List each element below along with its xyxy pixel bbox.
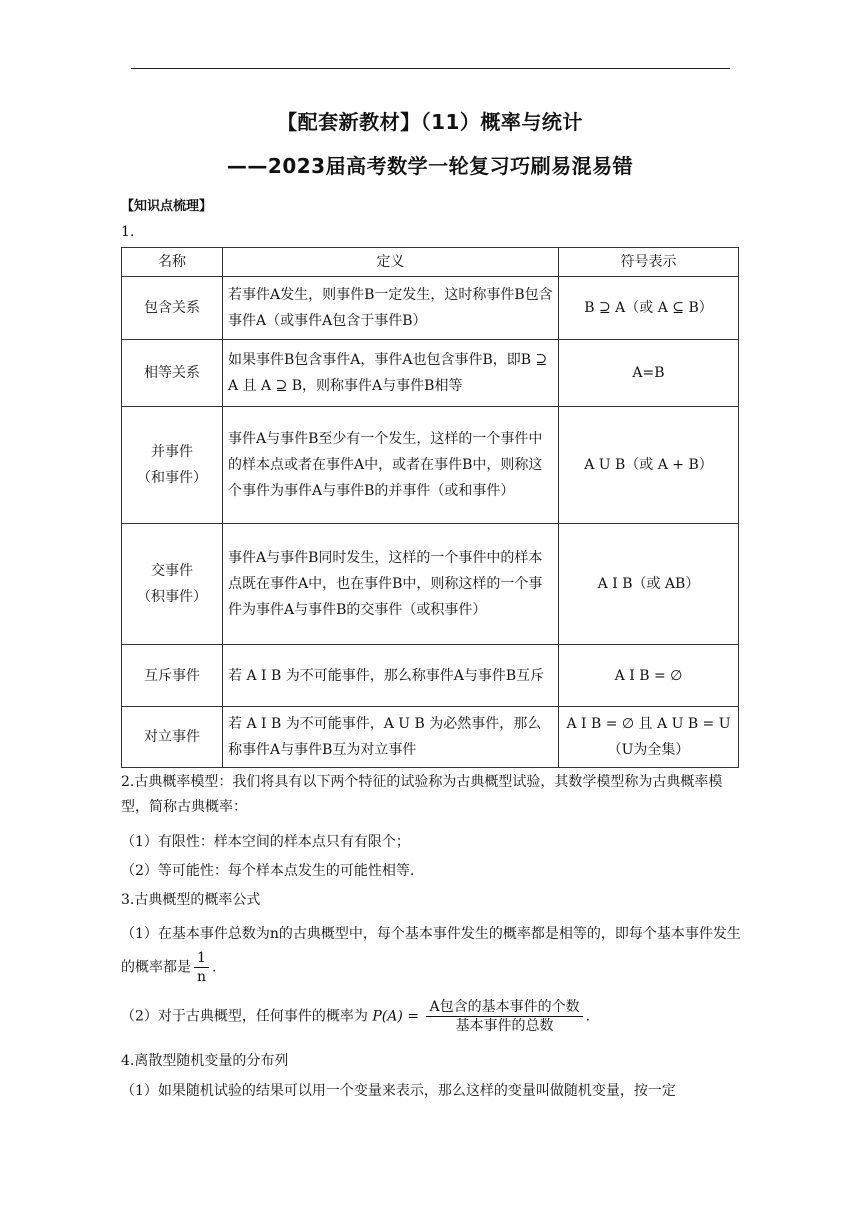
row-definition: 若事件A发生，则事件B一定发生，这时称事件B包含事件A（或事件A包含于事件B） xyxy=(223,277,559,340)
row-symbol: A=B xyxy=(559,340,739,407)
row-name: 对立事件 xyxy=(122,707,223,768)
events-table xyxy=(121,247,739,768)
row-symbol: A I B = ∅ xyxy=(559,645,739,707)
paragraph-distribution-heading: 4.离散型随机变量的分布列 xyxy=(121,1053,289,1069)
row-symbol: A U B（或 A + B） xyxy=(559,407,739,524)
table-row xyxy=(122,407,739,524)
doc-title: 【配套新教材】（11）概率与统计 xyxy=(277,110,583,134)
fraction-probability: $\frac{\text{A包含的基本事件的个数}}{\text{基本事件的总数}}$ xyxy=(426,998,582,1035)
row-name: 包含关系 xyxy=(122,277,223,340)
table-row xyxy=(122,645,739,707)
paragraph-classical-model: 2.古典概率模型：我们将具有以下两个特征的试验称为古典概型试验，其数学模型称为古典概率模型，简称古典概率： xyxy=(121,774,723,815)
table-row xyxy=(122,524,739,645)
row-name: 交事件 （积事件） xyxy=(122,524,223,645)
col-header-name: 名称 xyxy=(122,248,223,277)
fraction-one-over-n: $\frac{1}{n}$ xyxy=(194,949,209,986)
item-number: 1. xyxy=(121,224,135,240)
row-definition: 事件A与事件B同时发生，这样的一个事件中的样本点既在事件A中，也在事件B中，则称这样的一个事件为事件A与事件B的交事件（或积事件） xyxy=(223,524,559,645)
row-definition: 如果事件B包含事件A，事件A也包含事件B，即B ⊇ A 且 A ⊇ B，则称事件A与事件B相等 xyxy=(223,340,559,407)
table-row xyxy=(122,277,739,340)
paragraph-equal-likelihood: （2）等可能性：每个样本点发生的可能性相等. xyxy=(121,863,415,879)
paragraph-probability-formula: （2）对于古典概型，任何事件的概率为 P(A) = $\frac{\text{A包含的基本事件的个数}}{\text{基本事件的总数}}$ . xyxy=(121,999,591,1034)
row-definition: 若 A I B 为不可能事件，那么称事件A与事件B互斥 xyxy=(223,645,559,707)
section-heading: 【知识点梳理】 xyxy=(121,199,213,214)
col-header-definition: 定义 xyxy=(223,248,559,277)
row-definition: 若 A I B 为不可能事件，A U B 为必然事件，那么称事件A与事件B互为对立事件 xyxy=(223,707,559,768)
header-rule xyxy=(131,68,730,69)
row-name: 互斥事件 xyxy=(122,645,223,707)
paragraph-random-variable: （1）如果随机试验的结果可以用一个变量来表示，那么这样的变量叫做随机变量，按一定 xyxy=(121,1083,676,1099)
row-symbol: B ⊇ A（或 A ⊆ B） xyxy=(559,277,739,340)
row-symbol: A I B（或 AB） xyxy=(559,524,739,645)
row-symbol: A I B = ∅ 且 A U B = U （U为全集） xyxy=(559,707,739,768)
paragraph-finiteness: （1）有限性：样本空间的样本点只有有限个； xyxy=(121,834,410,850)
paragraph-basic-event-prob: （1）在基本事件总数为n的古典概型中，每个基本事件发生的概率都是相等的，即每个基本事件发生的概率都是 $\frac{1}{n}$ . xyxy=(121,926,741,985)
table-row xyxy=(122,340,739,407)
row-name: 相等关系 xyxy=(122,340,223,407)
table-header-row xyxy=(122,248,739,277)
table-row xyxy=(122,707,739,768)
col-header-symbol: 符号表示 xyxy=(559,248,739,277)
paragraph-formula-heading: 3.古典概型的概率公式 xyxy=(121,892,261,908)
row-name: 并事件 （和事件） xyxy=(122,407,223,524)
doc-subtitle: ——2023届高考数学一轮复习巧刷易混易错 xyxy=(226,154,634,178)
row-definition: 事件A与事件B至少有一个发生，这样的一个事件中的样本点或者在事件A中，或者在事件B中，则称这个事件为事件A与事件B的并事件（或和事件） xyxy=(223,407,559,524)
